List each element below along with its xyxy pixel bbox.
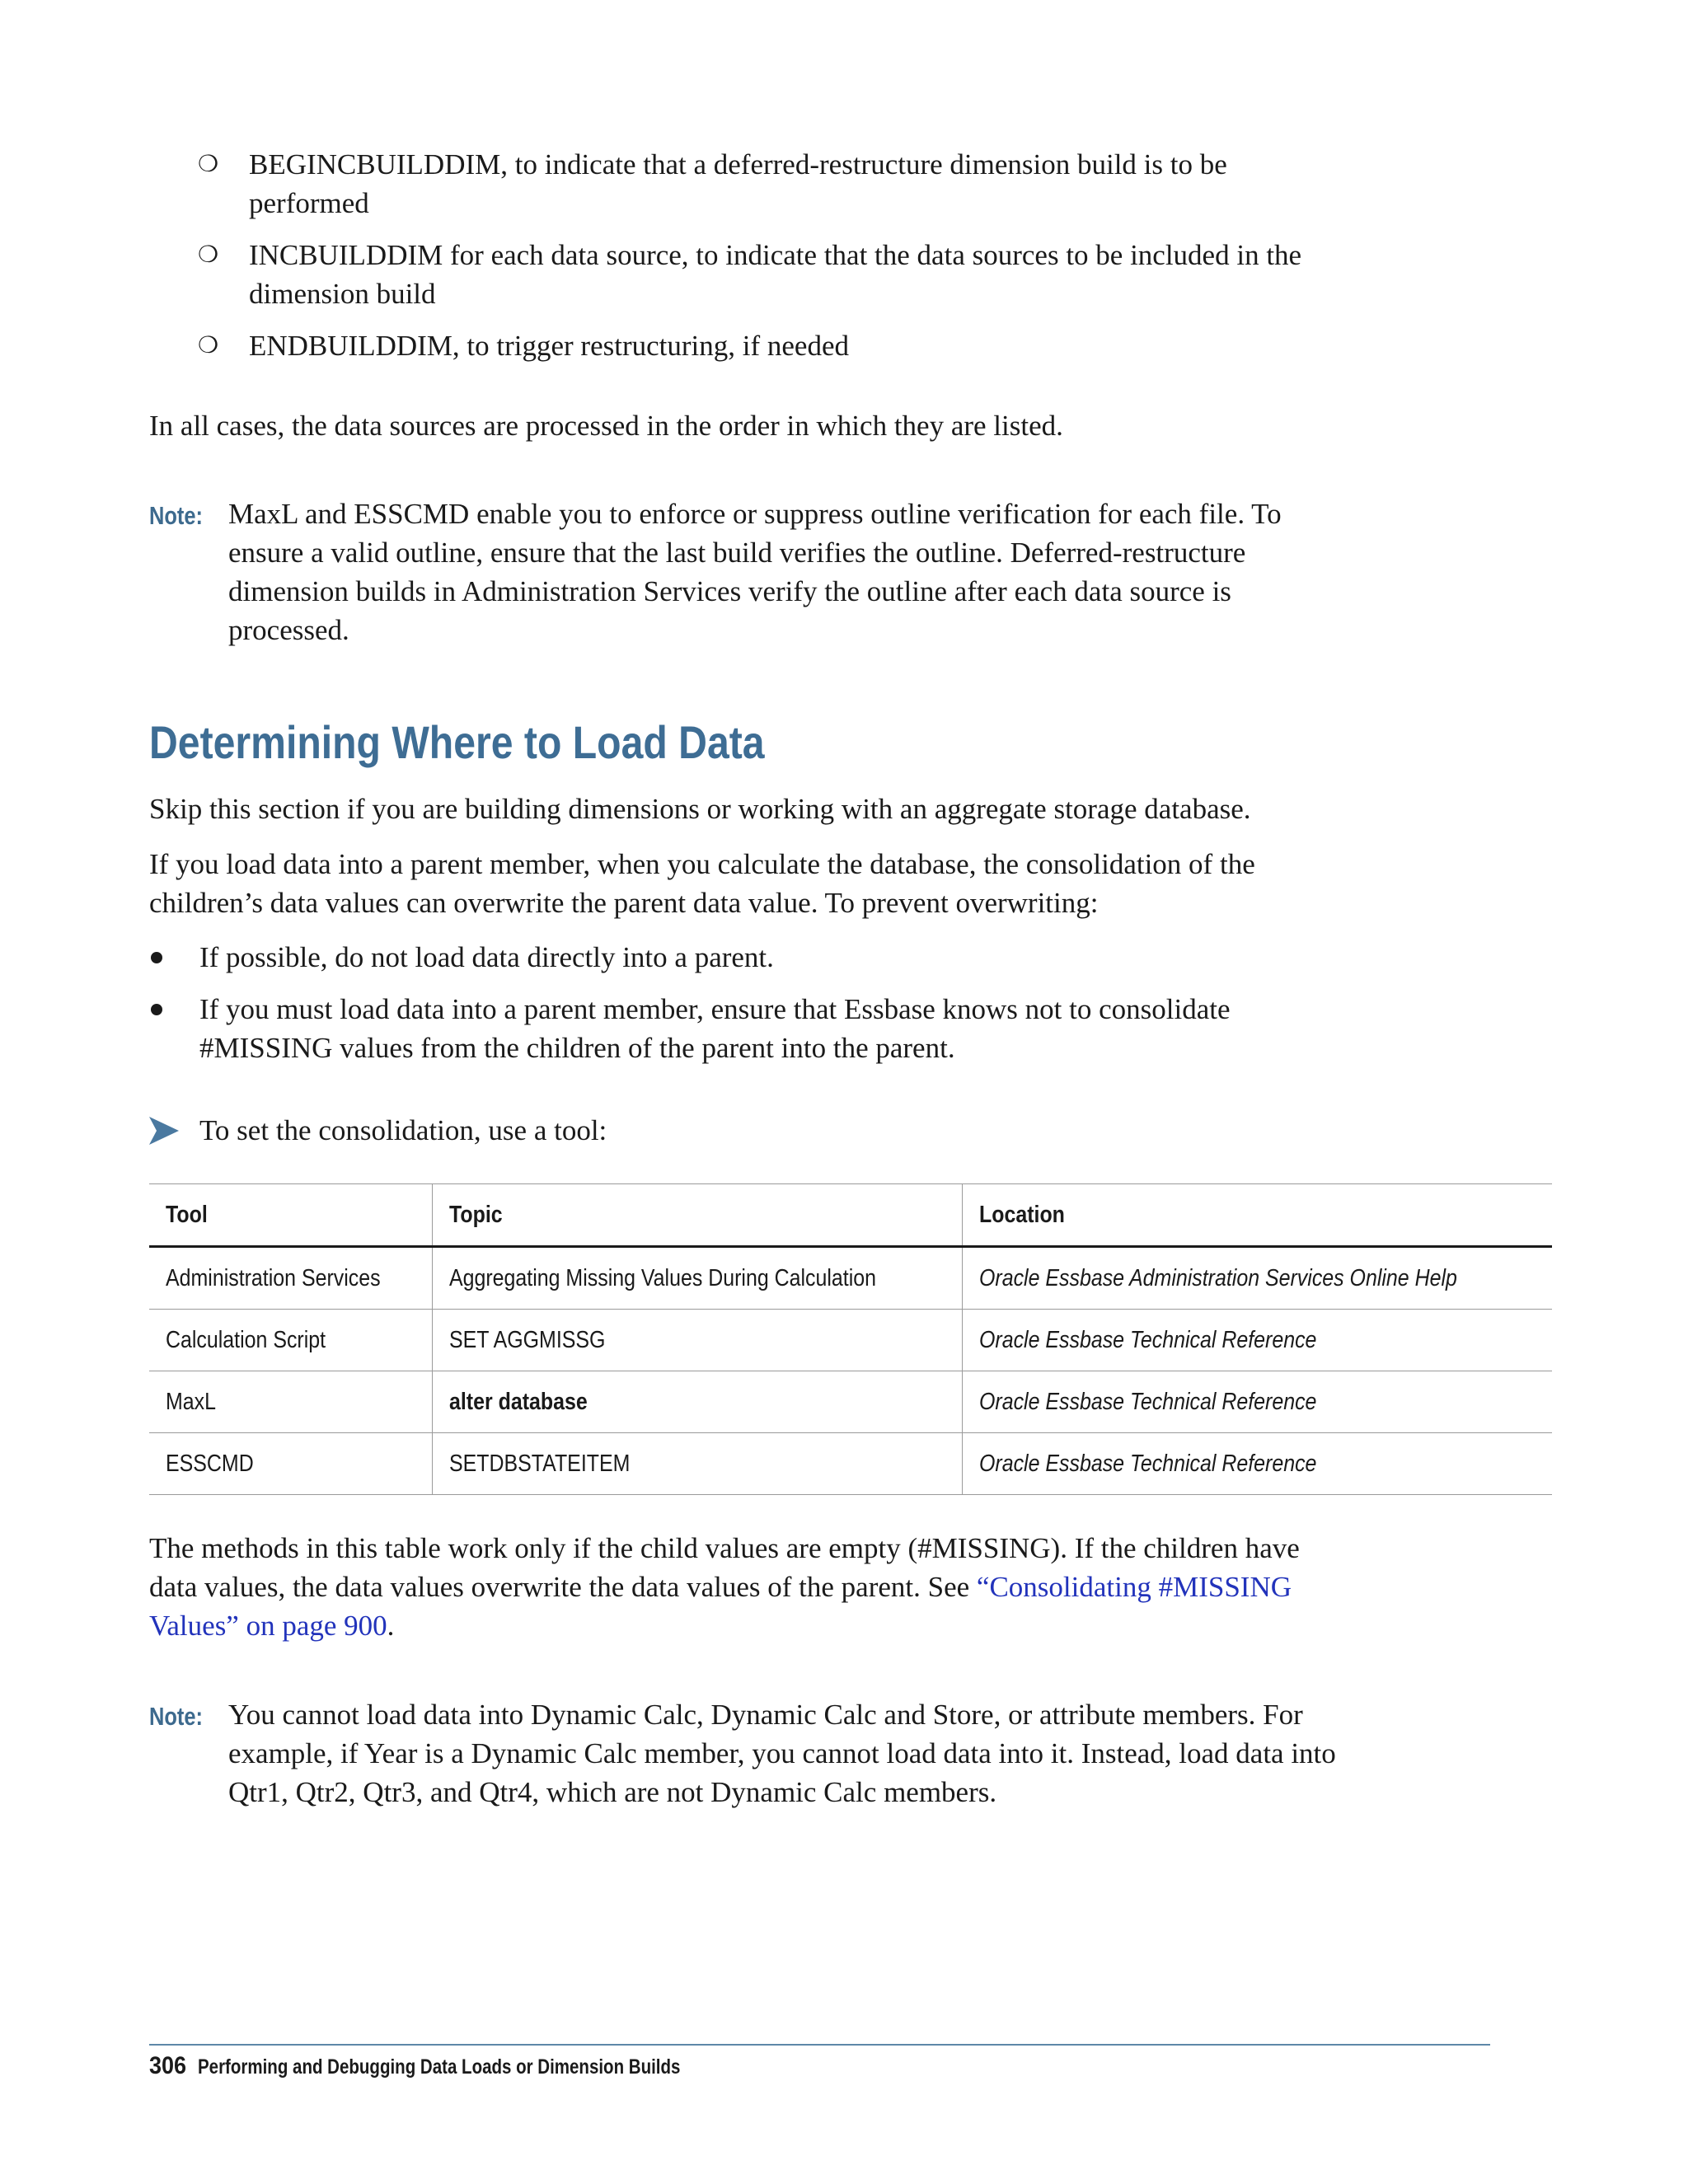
list-item [149,990,1336,1067]
section-heading: Determining Where to Load Data [149,716,765,768]
paragraph-methods [149,1529,1320,1645]
note-label: Note: [149,501,203,530]
table-row [149,1310,1552,1371]
list-item [149,938,1336,977]
tool-cell: Administration Services [149,1247,433,1310]
topic-cell: SET AGGMISSG [433,1310,963,1371]
methods-text: The methods in this table work only if the child values are empty (#MISSING). If the children have data values, the data values overwrite the data values of the parent. See [149,1532,1300,1603]
sub-list-item [198,145,1335,223]
sub-list-item [198,326,1335,365]
location-cell: Oracle Essbase Technical Reference [963,1371,1552,1433]
column-header-tool: Tool [149,1184,433,1247]
paragraph-skip-section: Skip this section if you are building dimensions or working with an aggregate storage database. [149,793,1251,825]
topic-cell: alter database [433,1371,963,1433]
sub-list-item [198,236,1335,313]
arrow-right-icon [149,1117,179,1145]
column-header-location: Location [963,1184,1552,1247]
location-cell: Oracle Essbase Administration Services Online Help [963,1247,1552,1310]
bullet-dot-icon [151,1004,162,1015]
paragraph-parent-member: If you load data into a parent member, when you calculate the database, the consolidation of the children’s data values can overwrite the parent data value. To prevent overwriting: [149,848,1255,919]
note-outline-verification [149,494,1336,649]
note-text: You cannot load data into Dynamic Calc, Dynamic Calc and Store, or attribute members. For example, if Year is a Dynamic Calc member, you cannot load data into it. Instead, load data into Qtr1, Qtr2, Qtr3, and Qtr4, which are not Dynamic Calc members. [228,1699,1336,1808]
hollow-bullet-icon: ❍ [198,152,219,177]
sub-bullet-list [198,145,1335,378]
column-header-topic: Topic [433,1184,963,1247]
sub-list-item-text: INCBUILDDIM for each data source, to indicate that the data sources to be included in the dimension build [249,239,1302,310]
hollow-bullet-icon: ❍ [198,333,219,359]
note-dynamic-calc [149,1695,1336,1811]
table-header-row [149,1184,1552,1247]
table-row [149,1371,1552,1433]
table-row [149,1433,1552,1495]
location-cell: Oracle Essbase Technical Reference [963,1433,1552,1495]
note-text: MaxL and ESSCMD enable you to enforce or suppress outline verification for each file. To ensure a valid outline, ensure that the last build verifies the outline. Deferred-restructure dimension builds in Administration Services verify the outline after each data source is processed. [228,498,1282,646]
consolidating-missing-link[interactable]: “Consolidating #MISSING Values” on page 900 [149,1571,1292,1642]
sub-list-item-text: ENDBUILDDIM, to trigger restructuring, if needed [249,330,849,362]
sub-list-item-text: BEGINCBUILDDIM, to indicate that a deferred-restructure dimension build is to be performed [249,148,1227,219]
tools-table [149,1183,1552,1495]
bullet-list [149,938,1336,1080]
procedure-step [149,1111,607,1150]
page-footer [149,2052,785,2080]
tool-cell: ESSCMD [149,1433,433,1495]
topic-cell: Aggregating Missing Values During Calculation [433,1247,963,1310]
page-number: 306 [149,2052,187,2079]
tool-cell: MaxL [149,1371,433,1433]
topic-cell: SETDBSTATEITEM [433,1433,963,1495]
bullet-dot-icon [151,952,162,963]
chapter-title: Performing and Debugging Data Loads or Dimension Builds [197,2055,680,2079]
list-item-text: If you must load data into a parent member, ensure that Essbase knows not to consolidate #MISSING values from the children of the parent into the parent. [199,993,1231,1064]
methods-end: . [387,1610,395,1642]
list-item-text: If possible, do not load data directly into a parent. [199,941,774,973]
table-row [149,1247,1552,1310]
procedure-text: To set the consolidation, use a tool: [199,1114,607,1146]
tool-cell: Calculation Script [149,1310,433,1371]
hollow-bullet-icon: ❍ [198,242,219,268]
location-cell: Oracle Essbase Technical Reference [963,1310,1552,1371]
footer-divider [149,2044,1490,2046]
note-label: Note: [149,1702,203,1731]
paragraph-processing-order: In all cases, the data sources are processed in the order in which they are listed. [149,410,1063,442]
